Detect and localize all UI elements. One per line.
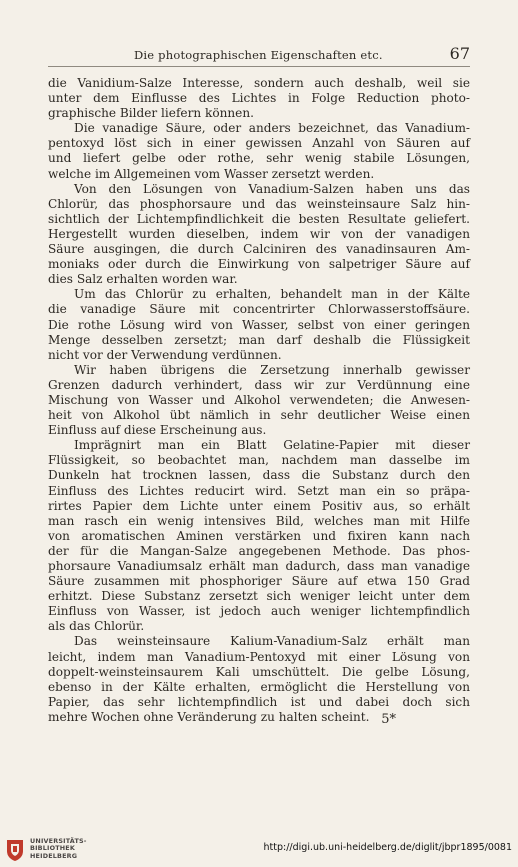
text-line: doppelt-weinsteinsaurem Kali umschüttelt. Die gelbe Lösung, — [48, 664, 470, 679]
library-logo — [4, 834, 87, 866]
body-text — [48, 76, 470, 725]
text-line: ebenso in der Kälte erhalten, ermöglicht die Herstellung von — [48, 679, 470, 694]
paragraph-4 — [48, 287, 470, 362]
text-line: unter dem Einflusse des Lichtes in Folge Reduction photo- — [48, 91, 470, 106]
text-line: pentoxyd löst sich in einer gewissen Anzahl von Säuren auf — [48, 136, 470, 151]
paragraph-3 — [48, 182, 470, 288]
paragraph-1 — [48, 76, 470, 121]
text-line: heit von Alkohol übt nämlich in sehr deutlicher Weise einen — [48, 408, 470, 423]
paragraph-7 — [48, 634, 470, 725]
text-line: Imprägnirt man ein Blatt Gelatine-Papier mit dieser — [74, 438, 470, 453]
paragraph-5 — [48, 363, 470, 438]
paragraph-6 — [48, 438, 470, 634]
text-line: Dunkeln hat trocknen lassen, dass die Substanz durch den — [48, 468, 470, 483]
text-line: Säure zusammen mit phosphoriger Säure auf etwa 150 Grad — [48, 574, 470, 589]
text-line: Von den Lösungen von Vanadium-Salzen haben uns das — [74, 181, 470, 196]
university-seal-icon — [4, 838, 26, 862]
logo-text — [30, 838, 87, 860]
logo-text-line: UNIVERSITÄTS- — [30, 837, 87, 845]
text-line: nicht vor der Verwendung verdünnen. — [48, 347, 282, 362]
text-line: welche im Allgemeinen vom Wasser zersetzt werden. — [48, 166, 375, 181]
text-line: Die vanadige Säure, oder anders bezeichnet, das Vanadium- — [74, 121, 470, 136]
text-line: Grenzen dadurch verhindert, dass wir zur Verdünnung eine — [48, 377, 470, 392]
text-line: man rasch ein wenig intensives Bild, welches man mit Hilfe — [48, 513, 470, 528]
text-line: erhitzt. Diese Substanz zersetzt sich weniger leicht unter dem — [48, 589, 470, 604]
text-line: Chlorür, das phosphorsaure und das weinsteinsaure Salz hin- — [48, 196, 470, 211]
text-line: Menge desselben zersetzt; man darf deshalb die Flüssigkeit — [48, 332, 470, 347]
logo-text-line: BIBLIOTHEK — [30, 844, 76, 853]
text-line: Hergestellt wurden dieselben, indem wir von der vanadigen — [48, 226, 470, 241]
text-line: Wir haben übrigens die Zersetzung innerhalb gewisser — [74, 362, 470, 377]
text-line: Mischung von Wasser und Alkohol verwendeten; die Anwesen- — [48, 392, 470, 407]
logo-text-line: HEIDELBERG — [30, 851, 78, 860]
text-line: Das weinsteinsaure Kalium-Vanadium-Salz erhält man — [74, 634, 470, 649]
text-line: Die rothe Lösung wird von Wasser, selbst von einer geringen — [48, 317, 470, 332]
text-line: Säure ausgingen, die durch Calciniren des vanadinsauren Am- — [48, 242, 470, 257]
running-title: Die photographischen Eigenschaften etc. — [134, 48, 383, 62]
text-line: mehre Wochen ohne Veränderung zu halten scheint. — [48, 709, 370, 724]
page-number: 67 — [449, 44, 470, 63]
text-line: Einfluss auf diese Erscheinung aus. — [48, 423, 267, 438]
text-line: Papier, das sehr lichtempfindlich ist und dabei doch sich — [48, 694, 470, 709]
text-line: Einfluss von Wasser, ist jedoch auch weniger lichtempfindlich — [48, 604, 470, 619]
text-line: Einfluss des Lichtes reducirt wird. Setzt man ein so präpa- — [48, 483, 470, 498]
text-line: leicht, indem man Vanadium-Pentoxyd mit einer Lösung von — [48, 649, 470, 664]
footer — [0, 832, 518, 867]
text-line: graphische Bilder liefern können. — [48, 106, 254, 121]
text-line: und liefert gelbe oder rothe, sehr wenig stabile Lösungen, — [48, 151, 470, 166]
text-line: die Vanidium-Salze Interesse, sondern auch deshalb, weil sie — [48, 76, 470, 90]
signature-mark: 5* — [381, 712, 396, 727]
text-line: rirtes Papier dem Lichte unter einem Positiv aus, so erhält — [48, 498, 470, 513]
text-line: dies Salz erhalten worden war. — [48, 272, 238, 287]
text-line: phorsaure Vanadiumsalz erhält man dadurch, dass man vanadige — [48, 559, 470, 573]
text-line: der für die Mangan-Salze angegebenen Methode. Das phos- — [48, 543, 470, 558]
permalink-url[interactable]: http://digi.ub.uni-heidelberg.de/diglit/jbpr1895/0081 — [263, 842, 512, 853]
text-line: Um das Chlorür zu erhalten, behandelt man in der Kälte — [74, 287, 470, 302]
text-line: von aromatischen Aminen verstärken und fixiren kann nach — [48, 528, 470, 543]
text-line: die vanadige Säure mit concentrirter Chlorwasserstoffsäure. — [48, 302, 470, 317]
text-line: moniaks oder durch die Einwirkung von salpetriger Säure auf — [48, 257, 470, 272]
text-line: sichtlich der Lichtempfindlichkeit die besten Resultate geliefert. — [48, 211, 470, 226]
running-head — [48, 46, 470, 67]
paragraph-2 — [48, 121, 470, 181]
text-line: Flüssigkeit, so beobachtet man, nachdem man dasselbe im — [48, 453, 470, 468]
text-line: als das Chlorür. — [48, 619, 145, 634]
